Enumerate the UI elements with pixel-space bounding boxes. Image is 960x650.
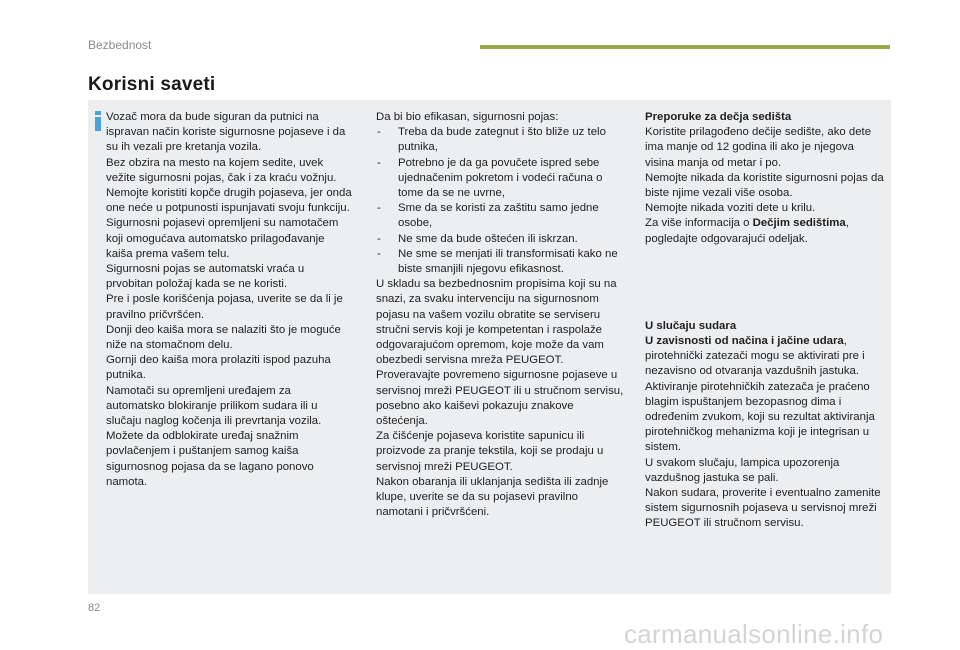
crash-heading: U slučaju sudara	[645, 319, 737, 332]
paragraph: Bez obzira na mesto na kojem sedite, uvek vežite sigurnosni pojas, čak i za kraću vožnju.	[106, 156, 337, 184]
page-title: Korisni saveti	[88, 74, 216, 95]
child-seat-reference	[645, 216, 885, 246]
section-spacer	[645, 247, 885, 319]
paragraph: Nemojte nikada da koristite sigurnosni pojas da biste njime vezali više osoba.	[645, 171, 884, 200]
crash-paragraph	[645, 334, 885, 456]
crash-text: , pirotehnički zatezači mogu se aktivirati pre i nezavisno od otvaranja vazdušnih jastuka. Aktiviranje pirotehničkih zatezača je praćeno blagim ispuštanjem bezopasnog dima i određenim zvukom, koji su rezultat aktiviranja pirotehničkog mehanizma koji je integrisan u sistem.	[645, 335, 875, 454]
reference-text: Za više informacija o	[645, 217, 753, 230]
paragraph: Vozač mora da bude siguran da putnici na ispravan način koriste sigurnosne pojaseve i da su ih vezali pre kretanja vozila.	[106, 111, 346, 154]
requirements-list	[376, 125, 626, 277]
crash-bold-text: U zavisnosti od načina i jačine udara	[645, 335, 844, 348]
list-item: - Sme da se koristi za zaštitu samo jedne osobe,	[376, 201, 626, 231]
paragraph: Proveravajte povremeno sigurnosne pojaseve u servisnoj mreži PEUGEOT ili u stručnom servisu, posebno ako kaiševi pokazuju znakove oštećenja.	[376, 369, 624, 428]
paragraph: Nakon obaranja ili uklanjanja sedišta ili zadnje klupe, uverite se da su pojasevi pravilno namotani i pričvršćeni.	[376, 475, 609, 519]
column-right	[645, 110, 885, 532]
list-item: - Ne sme da bude oštećen ili iskrzan.	[376, 232, 626, 247]
list-item: - Treba da bude zategnut i što bliže uz telo putnika,	[376, 125, 626, 155]
list-item: - Potrebno je da ga povučete ispred sebe ujednačenim pokretom i vodeći računa o tome da se ne uvrne,	[376, 156, 626, 202]
child-seat-link-text: Dečjim sedištima	[752, 217, 846, 230]
info-icon-bar	[95, 117, 101, 131]
page-number: 82	[88, 602, 101, 614]
watermark: carmanualsonline.info	[624, 619, 884, 649]
list-intro: Da bi bio efikasan, sigurnosni pojas:	[376, 111, 559, 123]
paragraph: Možete da odblokirate uređaj snažnim povlačenjem i puštanjem samog kaiša sigurnosnog pojasa da se lagano ponovo namota.	[106, 430, 314, 488]
paragraph: Nemojte nikada voziti dete u krilu.	[645, 202, 816, 215]
header-accent-bar	[480, 45, 890, 49]
paragraph: Koristite prilagođeno dečije sedište, ako dete ima manje od 12 godina ili ako je njegova visina manja od metar i po.	[645, 126, 872, 169]
list-item: - Ne sme se menjati ili transformisati kako ne biste smanjili njegovu efikasnost.	[376, 247, 626, 277]
paragraph: U svakom slučaju, lampica upozorenja vazdušnog jastuka se pali.	[645, 456, 840, 484]
paragraph: Donji deo kaiša mora se nalaziti što je moguće niže na stomačnom delu.	[106, 323, 341, 352]
reference-text: , pogledajte odgovarajući odeljak.	[645, 217, 849, 245]
paragraph: U skladu sa bezbednosnim propisima koji su na snazi, za svaku intervenciju na sigurnosnom pojasu na vašem vozilu obratite se serviseru stručni servis koji je kompetentan i raspolaže odgovarajućom opremom, koje može da vam obezbedi servisna mreža PEUGEOT.	[376, 278, 617, 367]
paragraph: Pre i posle korišćenja pojasa, uverite se da li je pravilno pričvršćen.	[106, 293, 343, 321]
paragraph: Za čišćenje pojaseva koristite sapunicu ili proizvode za pranje tekstila, koji se prodaju u servisnoj mreži PEUGEOT.	[376, 430, 604, 473]
paragraph: Sigurnosni pojasevi opremljeni su namotačem koji omogućava automatsko prilagođavanje kaiša prema vašem telu.	[106, 217, 339, 260]
paragraph: Sigurnosni pojas se automatski vraća u prvobitan položaj kada se ne koristi.	[106, 263, 305, 291]
column-left	[106, 110, 352, 490]
paragraph: Gornji deo kaiša mora prolaziti ispod pazuha putnika.	[106, 354, 331, 382]
child-seat-heading: Preporuke za dečja sedišta	[645, 111, 792, 123]
paragraph: Nemojte koristiti kopče drugih pojaseva, jer onda one neće u potpunosti ispunjavati svoju funkciju.	[106, 187, 352, 215]
paragraph: Nakon sudara, proverite i eventualno zamenite sistem sigurnosnih pojaseva u servisnoj mreži PEUGEOT ili stručnom servisu.	[645, 487, 881, 530]
info-icon-dot	[95, 111, 101, 115]
paragraph: Namotači su opremljeni uređajem za automatsko blokiranje prilikom sudara ili u slučaju naglog kočenja ili prevrtanja vozila.	[106, 384, 322, 428]
info-icon	[94, 111, 102, 131]
section-label: Bezbednost	[88, 38, 152, 52]
column-middle	[376, 110, 626, 520]
